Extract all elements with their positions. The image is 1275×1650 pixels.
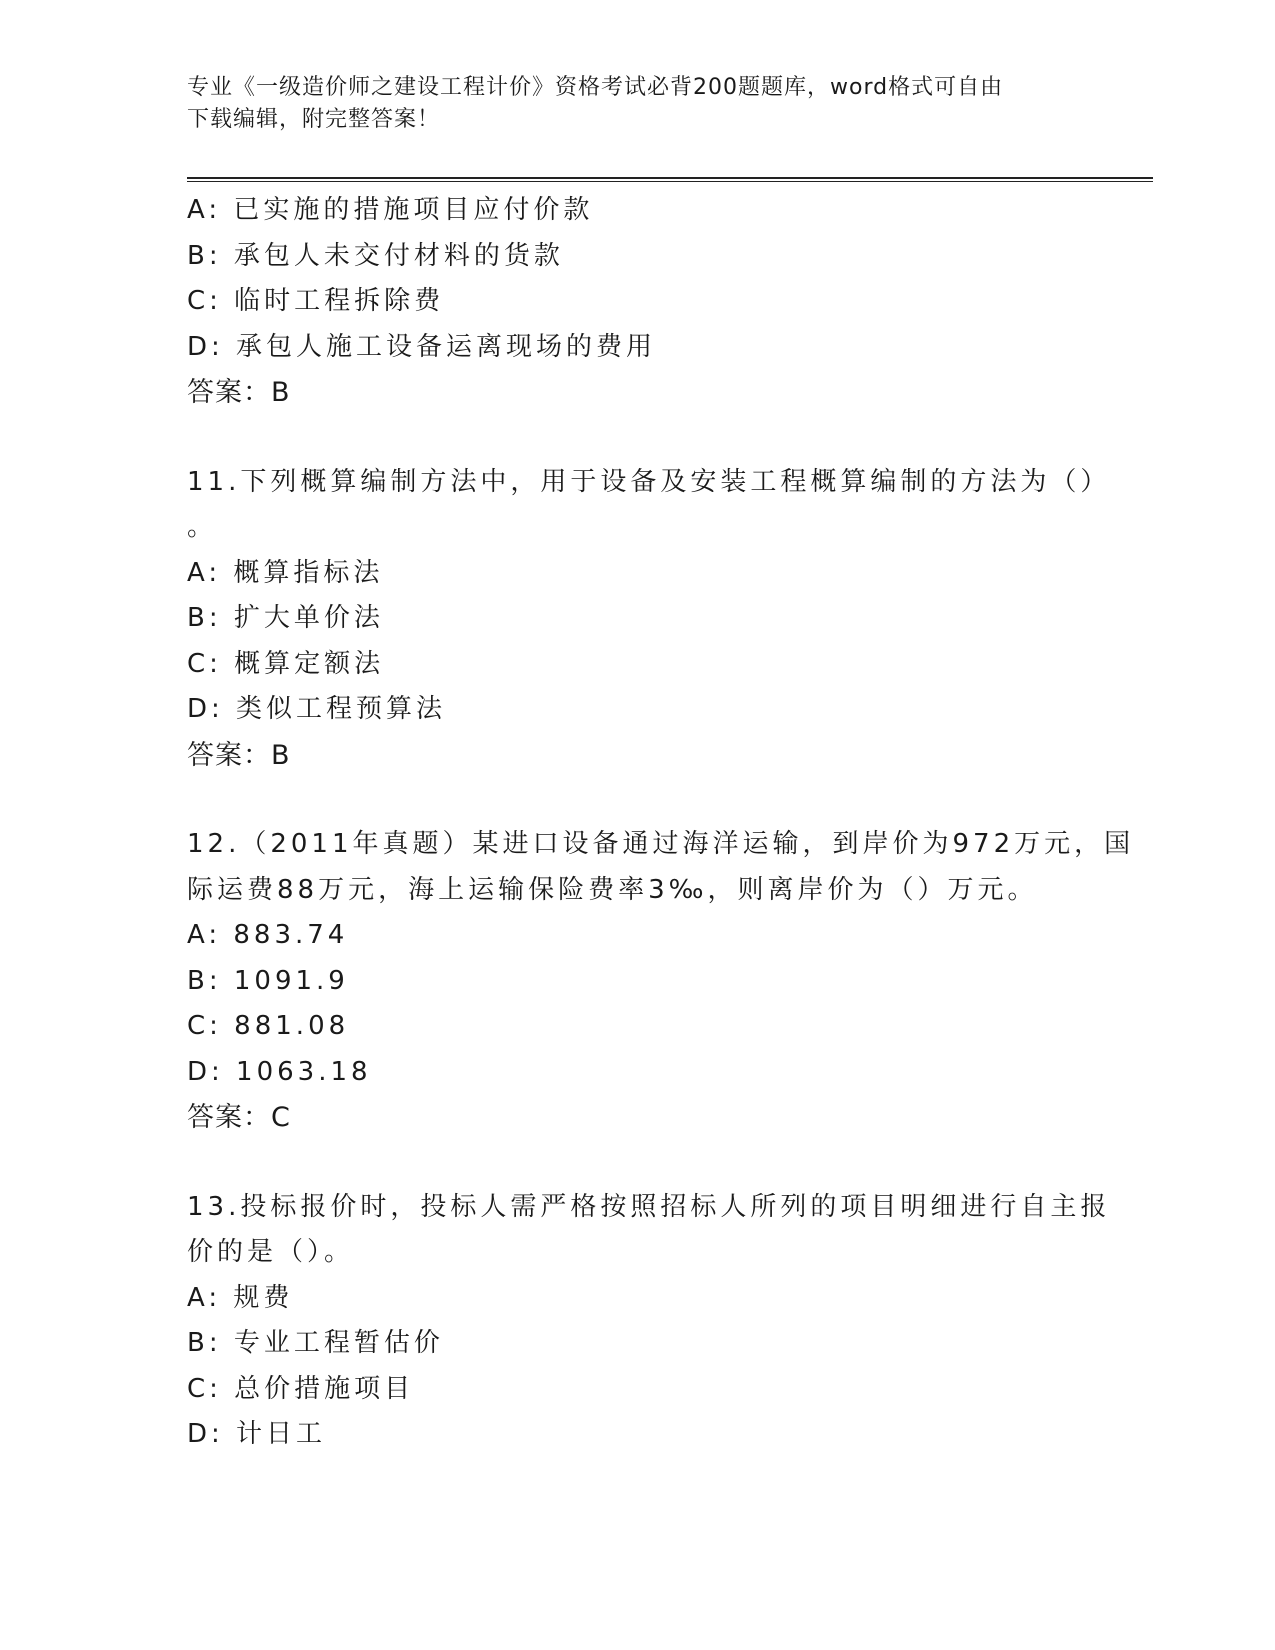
- question-stem: 13.投标报价时，投标人需严格按照招标人所列的项目明细进行自主报: [187, 1191, 1111, 1222]
- header-line-1: 专业《一级造价师之建设工程计价》资格考试必背200题题库，word格式可自由: [187, 75, 1004, 100]
- option-b: B: 扩大单价法: [187, 603, 384, 633]
- answer-line: 答案：B: [187, 377, 291, 408]
- option-a: A: 概算指标法: [187, 557, 384, 588]
- answer-line: 答案：C: [187, 1102, 291, 1133]
- question-stem: 11.下列概算编制方法中，用于设备及安装工程概算编制的方法为（）: [187, 466, 1111, 497]
- option-a: A: 883.74: [187, 920, 349, 950]
- question-stem-continued: 价的是（）。: [187, 1237, 355, 1267]
- document-header: [187, 72, 1087, 136]
- question-stem-continued: 际运费88万元，海上运输保险费率3‰，则离岸价为（）万元。: [187, 874, 1038, 905]
- question-12: [187, 822, 1135, 1141]
- option-c: C: 总价措施项目: [187, 1373, 415, 1404]
- answer-line: 答案：B: [187, 739, 291, 771]
- option-d: D: 类似工程预算法: [187, 694, 447, 724]
- question-stem-continued: 。: [187, 512, 218, 542]
- header-divider: [187, 177, 1153, 182]
- question-list: [187, 188, 1135, 1458]
- option-b: B: 1091.9: [187, 965, 349, 996]
- option-a: A: 已实施的措施项目应付价款: [187, 195, 594, 225]
- header-line-2: 下载编辑，附完整答案！: [187, 107, 441, 132]
- option-d: D: 承包人施工设备运离现场的费用: [187, 331, 657, 362]
- option-c: C: 881.08: [187, 1011, 350, 1041]
- question-10: [187, 188, 1087, 416]
- question-13: [187, 1185, 1111, 1458]
- option-b: B: 专业工程暂估价: [187, 1328, 444, 1358]
- question-11: [187, 460, 1111, 779]
- question-stem: 12.（2011年真题）某进口设备通过海洋运输，到岸价为972万元，国: [187, 829, 1135, 859]
- option-d: D: 计日工: [187, 1419, 327, 1449]
- option-c: C: 临时工程拆除费: [187, 286, 445, 316]
- option-b: B: 承包人未交付材料的货款: [187, 240, 564, 271]
- option-a: A: 规费: [187, 1282, 294, 1313]
- option-c: C: 概算定额法: [187, 648, 385, 679]
- option-d: D: 1063.18: [187, 1056, 372, 1087]
